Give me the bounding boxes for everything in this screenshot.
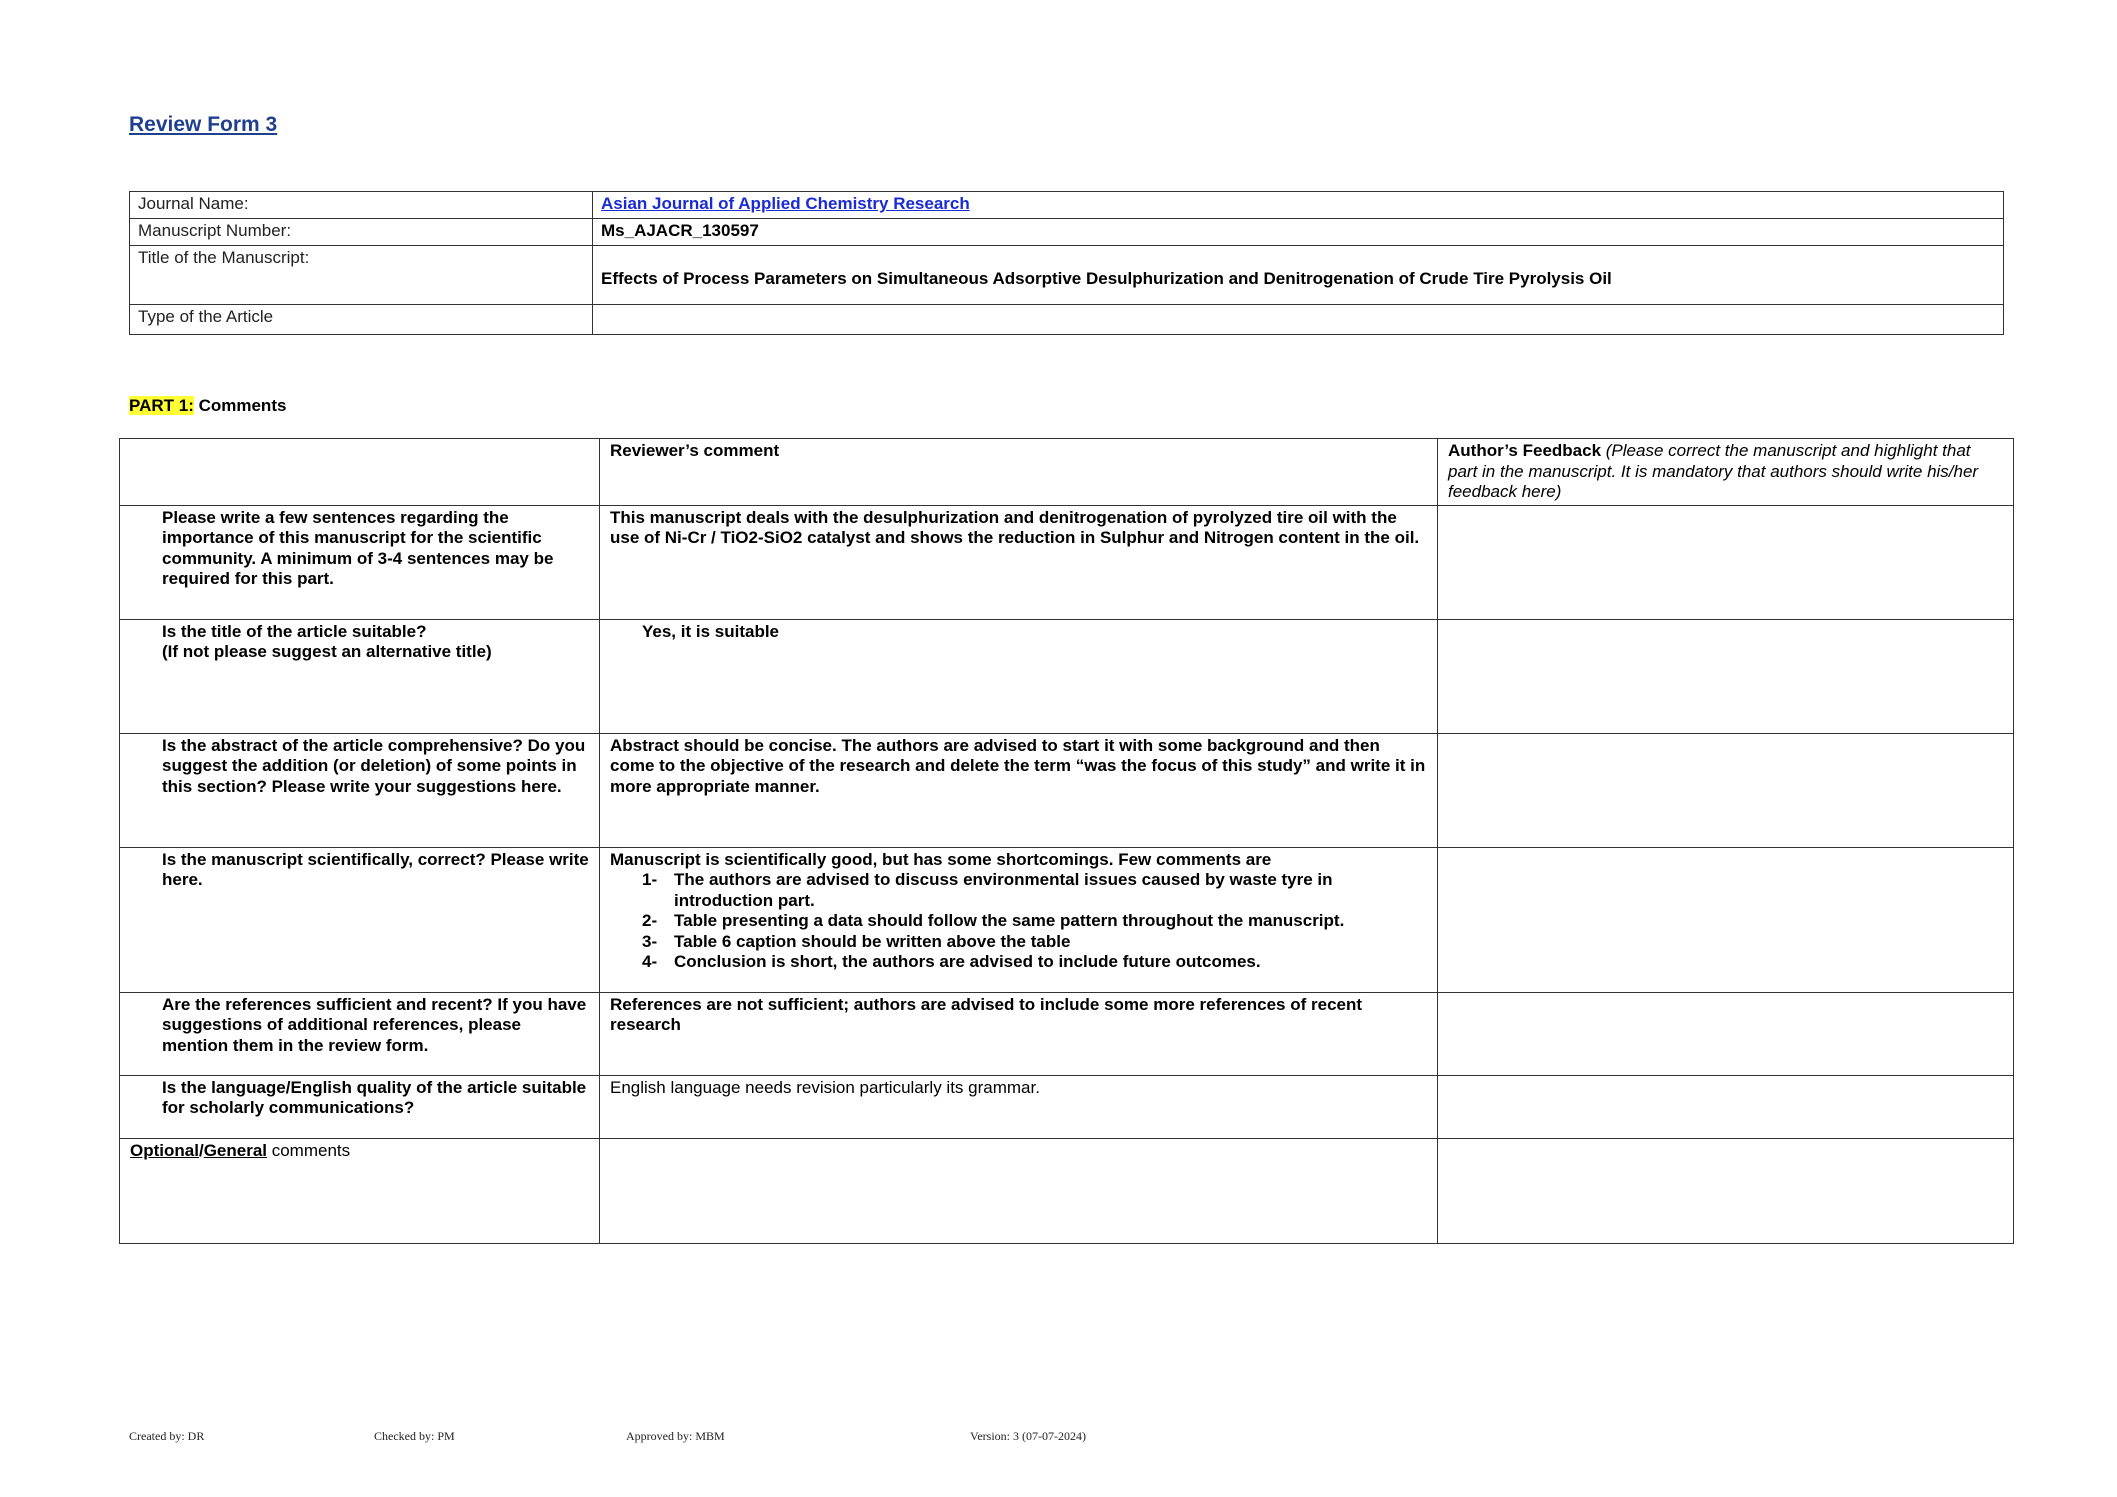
manuscript-title-label: Title of the Manuscript: — [130, 246, 593, 305]
feedback-references[interactable] — [1438, 992, 2014, 1075]
table-row — [120, 847, 2014, 992]
optional-text: Optional — [130, 1140, 199, 1160]
comment-title-text: Yes, it is suitable — [642, 621, 780, 641]
journal-link[interactable]: Asian Journal of Applied Chemistry Research — [601, 194, 970, 213]
feedback-importance[interactable] — [1438, 505, 2014, 619]
table-row — [130, 246, 2004, 305]
manuscript-title-value: Effects of Process Parameters on Simultaneous Adsorptive Desulphurization and Denitrogenation of Crude Tire Pyrolysis Oil — [593, 246, 2004, 305]
journal-name-value — [593, 192, 2004, 219]
table-row — [120, 992, 2014, 1075]
list-item-text: Conclusion is short, the authors are advised to include future outcomes. — [674, 952, 1261, 971]
list-item-text: The authors are advised to discuss environmental issues caused by waste tyre in introduction part. — [674, 870, 1333, 910]
comment-scientific-intro: Manuscript is scientifically good, but has some shortcomings. Few comments are — [610, 849, 1272, 869]
general-text: General — [203, 1140, 267, 1160]
feedback-title[interactable] — [1438, 619, 2014, 733]
list-item-text: Table 6 caption should be written above the table — [674, 931, 1071, 951]
footer-approved: Approved by: MBM — [626, 1429, 725, 1443]
comments-text: comments — [267, 1140, 351, 1160]
table-row — [120, 733, 2014, 847]
table-row — [120, 619, 2014, 733]
list-item — [642, 870, 1427, 911]
comment-abstract: Abstract should be concise. The authors are advised to start it with some background and then come to the objective of the research and delete the term “was the focus of this study” and write it in more appropriate manner. — [600, 733, 1438, 847]
footer-created: Created by: DR — [129, 1429, 205, 1443]
optional-slash: / — [198, 1140, 204, 1160]
comment-references: References are not sufficient; authors are advised to include some more references of recent research — [600, 992, 1438, 1075]
comment-title — [600, 619, 1438, 733]
feedback-language[interactable] — [1438, 1075, 2014, 1138]
part-suffix: Comments — [193, 396, 287, 415]
article-type-value[interactable] — [593, 305, 2004, 335]
list-item — [642, 911, 1427, 932]
manuscript-number-label: Manuscript Number: — [130, 219, 593, 246]
table-header-row — [120, 439, 2014, 506]
question-references: Are the references sufficient and recent? If you have suggestions of additional references, please mention them in the review form. — [120, 992, 600, 1075]
table-row — [120, 1075, 2014, 1138]
comment-language: English language needs revision particularly its grammar. — [600, 1075, 1438, 1138]
table-row — [120, 505, 2014, 619]
journal-name-label: Journal Name: — [130, 192, 593, 219]
page-title[interactable]: Review Form 3 — [129, 113, 278, 136]
part-label: PART 1: — [129, 396, 194, 415]
comment-optional[interactable] — [600, 1138, 1438, 1243]
list-item-text: Table presenting a data should follow the same pattern throughout the manuscript. — [674, 911, 1345, 930]
comments-table — [119, 438, 2014, 1244]
comment-scientific — [600, 847, 1438, 992]
feedback-scientific[interactable] — [1438, 847, 2014, 992]
empty-header-cell — [120, 439, 600, 506]
table-row — [130, 305, 2004, 335]
list-item-number: 2- — [642, 911, 658, 930]
author-feedback-title: Author’s Feedback — [1448, 441, 1602, 460]
list-item — [642, 932, 1427, 953]
feedback-abstract[interactable] — [1438, 733, 2014, 847]
question-scientific: Is the manuscript scientifically, correct? Please write here. — [120, 847, 600, 992]
feedback-optional[interactable] — [1438, 1138, 2014, 1243]
reviewer-comment-header: Reviewer’s comment — [600, 439, 1438, 506]
author-feedback-header — [1438, 439, 2014, 506]
question-abstract: Is the abstract of the article comprehensive? Do you suggest the addition (or deletion) of some points in this section? Please write your suggestions here. — [120, 733, 600, 847]
manuscript-number-value: Ms_AJACR_130597 — [593, 219, 2004, 246]
footer-checked: Checked by: PM — [374, 1429, 455, 1443]
optional-general-label — [120, 1138, 600, 1243]
article-type-label: Type of the Article — [130, 305, 593, 335]
comment-scientific-list — [610, 870, 1427, 973]
footer-version: Version: 3 (07-07-2024) — [970, 1429, 1086, 1443]
table-row — [130, 192, 2004, 219]
part-heading — [129, 396, 286, 416]
list-item-number: 3- — [642, 931, 658, 951]
question-language: Is the language/English quality of the article suitable for scholarly communications? — [120, 1075, 600, 1138]
list-item-number: 1- — [642, 870, 658, 889]
table-row — [130, 219, 2004, 246]
author-feedback-note: (Please correct the manuscript and highlight that part in the manuscript. It is mandatory that authors should write his/her feedback here) — [1448, 441, 1979, 501]
manuscript-info-table — [129, 191, 2004, 335]
table-row — [120, 1138, 2014, 1243]
list-item — [642, 952, 1427, 973]
question-title — [120, 619, 600, 733]
comment-importance: This manuscript deals with the desulphurization and denitrogenation of pyrolyzed tire oil with the use of Ni-Cr / TiO2-SiO2 catalyst and shows the reduction in Sulphur and Nitrogen content in the oil. — [600, 505, 1438, 619]
question-importance: Please write a few sentences regarding the importance of this manuscript for the scientific community. A minimum of 3-4 sentences may be required for this part. — [120, 505, 600, 619]
question-title-text: Is the title of the article suitable? (If not please suggest an alternative title) — [162, 621, 492, 661]
list-item-number: 4- — [642, 952, 658, 971]
